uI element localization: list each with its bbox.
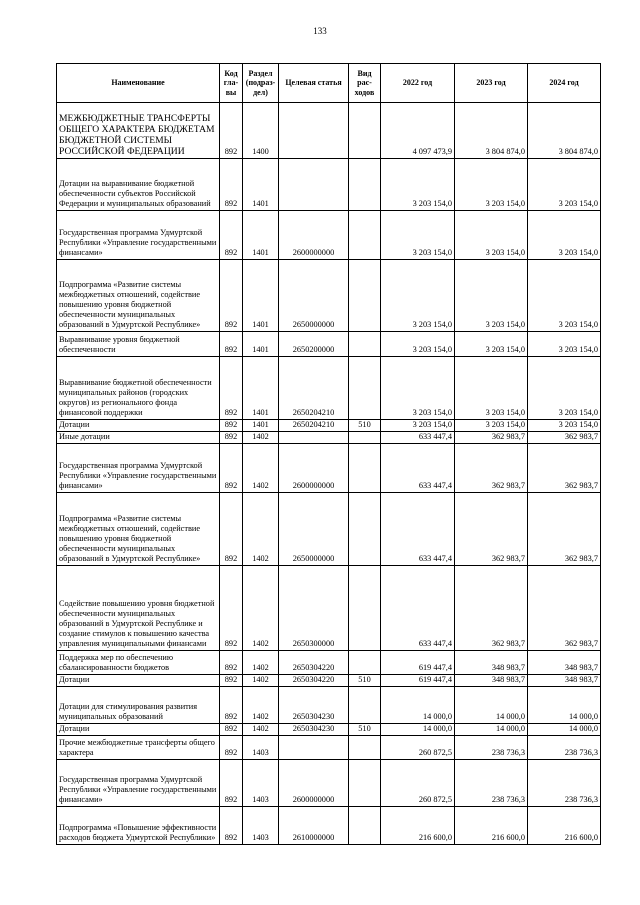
table-row — [57, 724, 601, 736]
row-razdel: 1401 — [243, 332, 279, 357]
row-2022: 619 447,4 — [381, 651, 455, 675]
row-vid — [349, 736, 381, 760]
row-name: Подпрограмма «Повышение эффективности расходов бюджета Удмуртской Республики» — [57, 807, 220, 845]
row-vid — [349, 332, 381, 357]
row-2024: 362 983,7 — [528, 566, 601, 651]
row-2023: 238 736,3 — [455, 760, 528, 807]
row-2024: 216 600,0 — [528, 807, 601, 845]
table-row — [57, 432, 601, 444]
row-name: Государственная программа Удмуртской Республики «Управление государственными финансами» — [57, 444, 220, 493]
row-celevaya: 2650204210 — [279, 420, 349, 432]
table-row — [57, 420, 601, 432]
row-2022: 3 203 154,0 — [381, 159, 455, 211]
row-vid: 510 — [349, 675, 381, 687]
row-vid — [349, 357, 381, 420]
row-vid — [349, 566, 381, 651]
row-kod: 892 — [220, 211, 243, 260]
row-2024: 14 000,0 — [528, 687, 601, 724]
row-kod: 892 — [220, 332, 243, 357]
row-vid — [349, 103, 381, 159]
row-kod: 892 — [220, 260, 243, 332]
table-row — [57, 651, 601, 675]
table-row — [57, 444, 601, 493]
row-celevaya — [279, 103, 349, 159]
row-2022: 4 097 473,9 — [381, 103, 455, 159]
row-vid — [349, 760, 381, 807]
row-name: Государственная программа Удмуртской Республики «Управление государственными финансами» — [57, 211, 220, 260]
row-2022: 14 000,0 — [381, 687, 455, 724]
row-2024: 3 203 154,0 — [528, 357, 601, 420]
row-name: Подпрограмма «Развитие системы межбюджетных отношений, содействие повышению уровня бюджетной обеспеченности муниципальных образований в Удмуртской Республике» — [57, 260, 220, 332]
table-row — [57, 687, 601, 724]
row-kod: 892 — [220, 432, 243, 444]
row-celevaya — [279, 159, 349, 211]
row-2024: 348 983,7 — [528, 675, 601, 687]
row-kod: 892 — [220, 675, 243, 687]
row-2022: 633 447,4 — [381, 566, 455, 651]
row-name: Иные дотации — [57, 432, 220, 444]
row-kod: 892 — [220, 357, 243, 420]
header-2022: 2022 год — [381, 64, 455, 103]
row-celevaya — [279, 736, 349, 760]
row-2024: 3 203 154,0 — [528, 211, 601, 260]
table-row — [57, 357, 601, 420]
header-celevaya: Целевая статья — [279, 64, 349, 103]
row-2024: 3 203 154,0 — [528, 332, 601, 357]
row-2022: 633 447,4 — [381, 444, 455, 493]
row-name: Содействие повышению уровня бюджетной обеспеченности муниципальных образований в Удмуртской Республике и создание стимулов к повышению качества управления муниципальными финансами — [57, 566, 220, 651]
header-kod: Код гла- вы — [220, 64, 243, 103]
row-celevaya: 2650304220 — [279, 675, 349, 687]
row-2022: 260 872,5 — [381, 760, 455, 807]
table-row — [57, 736, 601, 760]
row-vid — [349, 651, 381, 675]
row-2022: 216 600,0 — [381, 807, 455, 845]
row-celevaya: 2650204210 — [279, 357, 349, 420]
row-razdel: 1402 — [243, 687, 279, 724]
row-2023: 3 203 154,0 — [455, 420, 528, 432]
header-vid: Вид рас- ходов — [349, 64, 381, 103]
row-2022: 3 203 154,0 — [381, 211, 455, 260]
row-2024: 3 203 154,0 — [528, 260, 601, 332]
row-kod: 892 — [220, 493, 243, 566]
row-razdel: 1401 — [243, 420, 279, 432]
row-vid — [349, 687, 381, 724]
row-name: Дотации — [57, 675, 220, 687]
row-2022: 3 203 154,0 — [381, 332, 455, 357]
row-2022: 14 000,0 — [381, 724, 455, 736]
row-vid — [349, 260, 381, 332]
row-celevaya: 2600000000 — [279, 211, 349, 260]
row-kod: 892 — [220, 724, 243, 736]
row-vid: 510 — [349, 724, 381, 736]
table-row — [57, 260, 601, 332]
row-name: Выравнивание бюджетной обеспеченности муниципальных районов (городских округов) из регионального фонда финансовой поддержки — [57, 357, 220, 420]
row-2022: 633 447,4 — [381, 493, 455, 566]
row-2023: 216 600,0 — [455, 807, 528, 845]
row-razdel: 1403 — [243, 736, 279, 760]
table-row — [57, 675, 601, 687]
table-row — [57, 807, 601, 845]
row-vid — [349, 444, 381, 493]
row-2024: 3 203 154,0 — [528, 159, 601, 211]
row-razdel: 1403 — [243, 807, 279, 845]
row-kod: 892 — [220, 103, 243, 159]
table-header-row — [57, 64, 601, 103]
row-razdel: 1402 — [243, 432, 279, 444]
table-row — [57, 760, 601, 807]
row-name: Поддержка мер по обеспечению сбалансированности бюджетов — [57, 651, 220, 675]
row-2023: 14 000,0 — [455, 724, 528, 736]
row-vid — [349, 159, 381, 211]
row-celevaya: 2650304220 — [279, 651, 349, 675]
row-2024: 3 203 154,0 — [528, 420, 601, 432]
row-2023: 362 983,7 — [455, 432, 528, 444]
row-kod: 892 — [220, 687, 243, 724]
row-vid — [349, 432, 381, 444]
row-razdel: 1402 — [243, 724, 279, 736]
row-name: Дотации — [57, 724, 220, 736]
table-row — [57, 566, 601, 651]
table-row — [57, 332, 601, 357]
row-kod: 892 — [220, 736, 243, 760]
row-vid — [349, 807, 381, 845]
row-razdel: 1402 — [243, 651, 279, 675]
row-razdel: 1403 — [243, 760, 279, 807]
row-2024: 238 736,3 — [528, 736, 601, 760]
row-celevaya — [279, 432, 349, 444]
row-2023: 3 203 154,0 — [455, 211, 528, 260]
row-razdel: 1401 — [243, 260, 279, 332]
row-razdel: 1402 — [243, 493, 279, 566]
row-kod: 892 — [220, 444, 243, 493]
row-celevaya: 2650000000 — [279, 260, 349, 332]
row-vid: 510 — [349, 420, 381, 432]
row-name: Дотации для стимулирования развития муниципальных образований — [57, 687, 220, 724]
row-2022: 633 447,4 — [381, 432, 455, 444]
header-name: Наименование — [57, 64, 220, 103]
row-2024: 362 983,7 — [528, 432, 601, 444]
row-razdel: 1401 — [243, 159, 279, 211]
row-name: Выравнивание уровня бюджетной обеспеченности — [57, 332, 220, 357]
row-2023: 14 000,0 — [455, 687, 528, 724]
row-2023: 348 983,7 — [455, 675, 528, 687]
row-celevaya: 2650200000 — [279, 332, 349, 357]
row-kod: 892 — [220, 159, 243, 211]
header-2023: 2023 год — [455, 64, 528, 103]
table-row — [57, 493, 601, 566]
header-razdel: Раздел (подраз- дел) — [243, 64, 279, 103]
row-name: МЕЖБЮДЖЕТНЫЕ ТРАНСФЕРТЫ ОБЩЕГО ХАРАКТЕРА БЮДЖЕТАМ БЮДЖЕТНОЙ СИСТЕМЫ РОССИЙСКОЙ ФЕДЕРАЦИИ — [57, 103, 220, 159]
row-2023: 3 203 154,0 — [455, 159, 528, 211]
row-vid — [349, 493, 381, 566]
row-2022: 3 203 154,0 — [381, 420, 455, 432]
row-2022: 619 447,4 — [381, 675, 455, 687]
row-celevaya: 2610000000 — [279, 807, 349, 845]
budget-table — [56, 63, 601, 845]
row-kod: 892 — [220, 760, 243, 807]
row-name: Прочие межбюджетные трансферты общего характера — [57, 736, 220, 760]
row-celevaya: 2600000000 — [279, 760, 349, 807]
row-2023: 3 203 154,0 — [455, 357, 528, 420]
row-2022: 3 203 154,0 — [381, 260, 455, 332]
row-2023: 362 983,7 — [455, 566, 528, 651]
row-2024: 3 804 874,0 — [528, 103, 601, 159]
row-2024: 348 983,7 — [528, 651, 601, 675]
row-2023: 3 804 874,0 — [455, 103, 528, 159]
row-celevaya: 2650000000 — [279, 493, 349, 566]
row-celevaya: 2650300000 — [279, 566, 349, 651]
table-row — [57, 211, 601, 260]
row-celevaya: 2600000000 — [279, 444, 349, 493]
row-vid — [349, 211, 381, 260]
row-2024: 14 000,0 — [528, 724, 601, 736]
row-2022: 3 203 154,0 — [381, 357, 455, 420]
row-kod: 892 — [220, 566, 243, 651]
row-2024: 238 736,3 — [528, 760, 601, 807]
row-kod: 892 — [220, 651, 243, 675]
row-name: Подпрограмма «Развитие системы межбюджетных отношений, содействие повышению уровня бюджетной обеспеченности муниципальных образований в Удмуртской Республике» — [57, 493, 220, 566]
row-celevaya: 2650304230 — [279, 724, 349, 736]
row-razdel: 1401 — [243, 357, 279, 420]
row-2023: 3 203 154,0 — [455, 260, 528, 332]
row-celevaya: 2650304230 — [279, 687, 349, 724]
row-kod: 892 — [220, 807, 243, 845]
row-2022: 260 872,5 — [381, 736, 455, 760]
row-name: Дотации — [57, 420, 220, 432]
page-number: 133 — [313, 26, 327, 36]
row-2023: 3 203 154,0 — [455, 332, 528, 357]
table-row — [57, 103, 601, 159]
row-razdel: 1400 — [243, 103, 279, 159]
row-2024: 362 983,7 — [528, 493, 601, 566]
row-2023: 238 736,3 — [455, 736, 528, 760]
row-razdel: 1402 — [243, 444, 279, 493]
row-2023: 362 983,7 — [455, 493, 528, 566]
row-razdel: 1401 — [243, 211, 279, 260]
row-name: Государственная программа Удмуртской Республики «Управление государственными финансами» — [57, 760, 220, 807]
row-kod: 892 — [220, 420, 243, 432]
row-2023: 362 983,7 — [455, 444, 528, 493]
header-2024: 2024 год — [528, 64, 601, 103]
row-name: Дотации на выравнивание бюджетной обеспеченности субъектов Российской Федерации и муниципальных образований — [57, 159, 220, 211]
row-2024: 362 983,7 — [528, 444, 601, 493]
row-2023: 348 983,7 — [455, 651, 528, 675]
table-row — [57, 159, 601, 211]
row-razdel: 1402 — [243, 675, 279, 687]
row-razdel: 1402 — [243, 566, 279, 651]
